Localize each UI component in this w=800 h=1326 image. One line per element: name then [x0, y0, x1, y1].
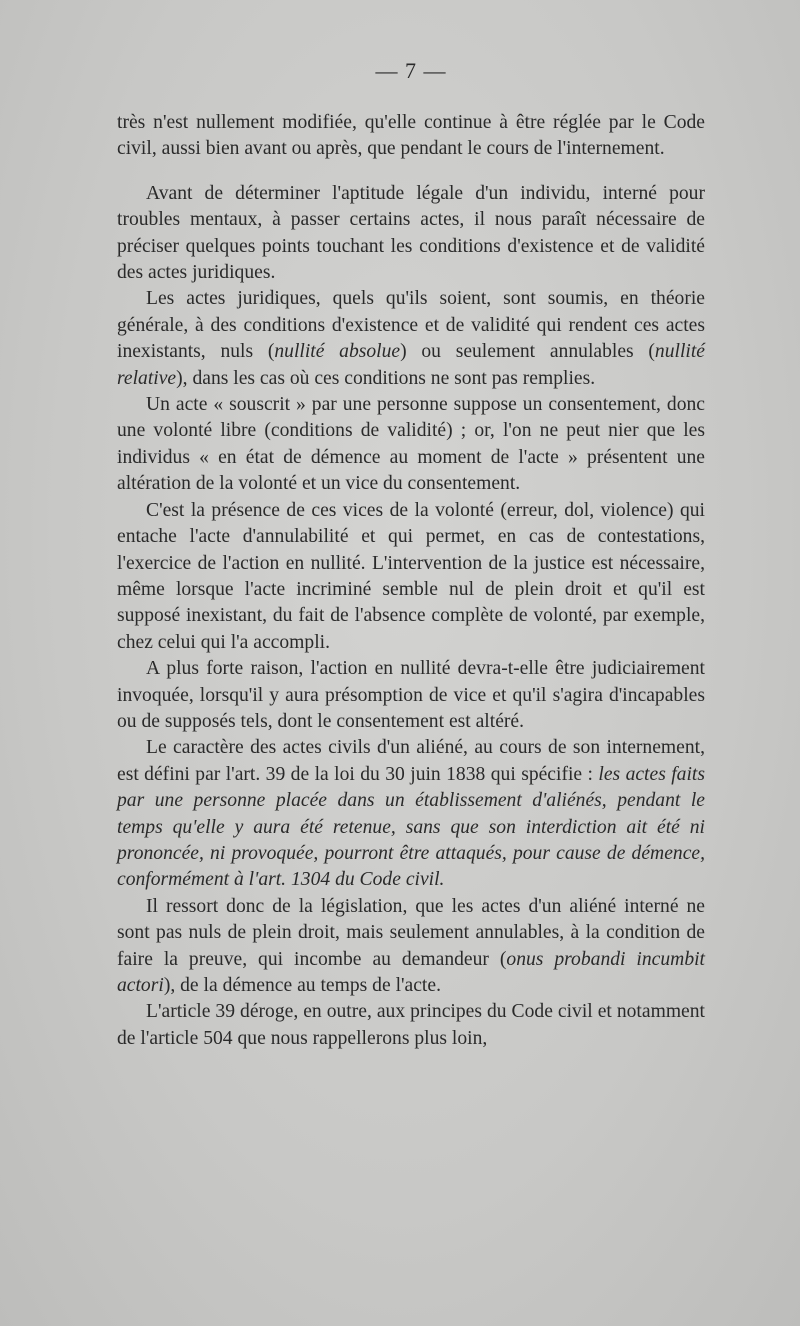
paragraph-3: [117, 286, 705, 392]
paragraph-1: très n'est nullement modifiée, qu'elle continue à être réglée par le Code civil, aussi bien avant ou après, que pendant le cours de l'internement.: [117, 112, 705, 160]
paragraph-2: Avant de déterminer l'aptitude légale d'un individu, interné pour troubles mentaux, à passer certains actes, il nous paraît nécessaire de préciser quelques points touchant les conditions d'existence et de validité des actes juridiques.: [117, 182, 705, 284]
paragraph-3-part-3: ), dans les cas où ces conditions ne sont pas remplies.: [176, 367, 596, 389]
paragraph-9: L'article 39 déroge, en outre, aux principes du Code civil et notamment de l'article 504 que nous rappellerons plus loin,: [117, 1001, 705, 1049]
paragraph-6: A plus forte raison, l'action en nullité devra-t-elle être judiciairement invoquée, lorsqu'il y aura présomption de vice et qu'il s'agira d'incapables ou de supposés tels, dont le consentement est altéré.: [117, 658, 705, 732]
nullite-absolue: nullité absolue: [274, 341, 401, 363]
paragraph-7-intro: Le caractère des actes civils d'un aliéné, au cours de son internement, est défini par l'art. 39 de la loi du 30 juin 1838 qui spécifie :: [117, 737, 705, 785]
paragraph-3-part-2: ) ou seulement annulables (: [400, 341, 655, 363]
document-page: [117, 58, 705, 1052]
law-quote: les actes faits par une personne placée dans un établissement d'aliénés, pendant le temps qu'elle y aura été retenue, sans que son interdiction ait été ni prononcée, ni provoquée, pourront être attaqués, pour cause de démence, conformément à l'art. 1304 du Code civil.: [117, 763, 705, 891]
paragraph-3-part-1: Les actes juridiques, quels qu'ils soient, sont soumis, en théorie générale, à des conditions d'existence et de validité qui rendent ces actes inexistants, nuls (: [117, 288, 705, 363]
latin-maxim: onus probandi incumbit actori: [117, 948, 705, 996]
paragraph-5: C'est la présence de ces vices de la volonté (erreur, dol, violence) qui entache l'acte d'annulabilité et qui permet, en cas de contestations, l'exercice de l'action en nullité. L'intervention de la justice est nécessaire, même lorsque l'acte incriminé semble nul de plein droit et qu'il est supposé inexistant, du fait de l'absence complète de volonté, par exemple, chez celui qui l'a accompli.: [117, 499, 705, 653]
page-number: — 7 —: [375, 58, 447, 83]
paragraph-8-part-2: ), de la démence au temps de l'acte.: [163, 975, 441, 996]
paragraph-4: Un acte « souscrit » par une personne suppose un consentement, donc une volonté libre (conditions de validité) ; or, l'on ne peut nier que les individus « en état de démence au moment de l'acte » présentent une altération de la volonté et un vice du consentement.: [117, 394, 705, 495]
nullite-relative: nullité relative: [117, 341, 705, 389]
paragraph-8: [117, 894, 705, 1000]
paragraph-7: [117, 735, 705, 893]
paragraph-8-part-1: Il ressort donc de la législation, que les actes d'un aliéné interné ne sont pas nuls de plein droit, mais seulement annulables, à la condition de faire la preuve, qui incombe au demandeur (: [117, 895, 705, 970]
